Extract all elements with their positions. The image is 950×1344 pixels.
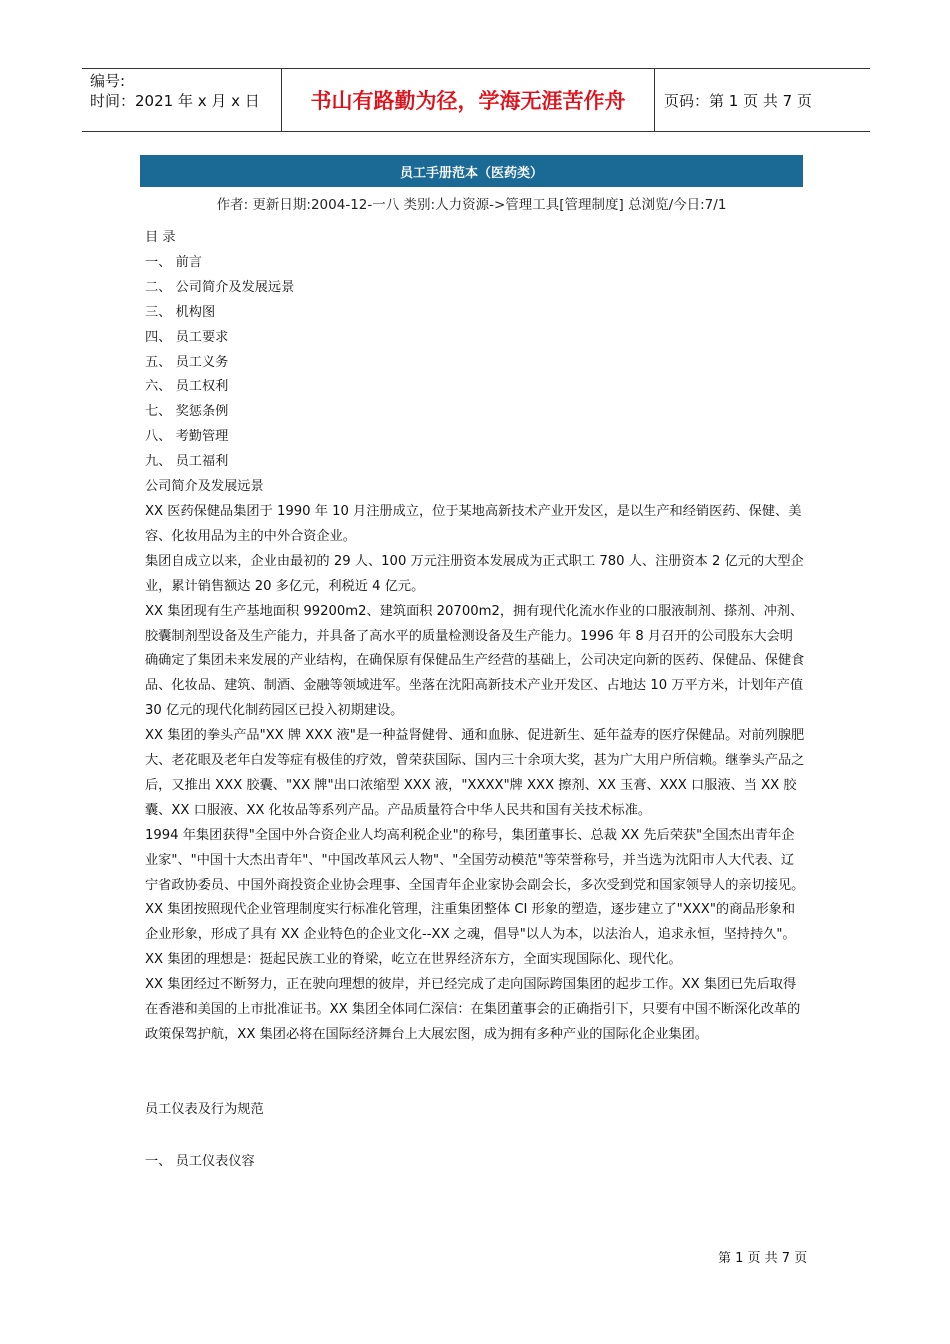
body-paragraph: 1994 年集团获得"全国中外合资企业人均高利税企业"的称号，集团董事长、总裁 XX 先后荣获"全国杰出青年企业家"、"中国十大杰出青年"、"中国改革风云人物"、"全国劳动模范"等荣誉称号，并当选为沈阳市人大代表、辽宁省政协委员、中国外商投资企业协会理事、全国青年企业家协会副会长，多次受到党和国家领导人的亲切接见。 [145, 827, 805, 893]
section2-subtitle: 一、 员工仪表仪容 [145, 1153, 255, 1169]
header-motto: 书山有路勤为径，学海无涯苦作舟 [281, 69, 655, 131]
toc-item: 六、 员工权利 [145, 379, 229, 395]
toc-item: 四、 员工要求 [145, 329, 229, 345]
header-page-number: 页码：第 1 页 共 7 页 [664, 91, 812, 110]
body-paragraph: XX 集团经过不断努力，正在驶向理想的彼岸，并已经完成了走向国际跨国集团的起步工作。XX 集团已先后取得在香港和美国的上市批准证书。XX 集团全体同仁深信：在集团董事会的正确指引下，只要有中国不断深化改革的政策保驾护航，XX 集团必将在国际经济舞台上大展宏图，成为拥有多种产业的国际化企业集团。 [145, 977, 801, 1042]
toc-item: 九、 员工福利 [145, 454, 229, 470]
body-paragraph: 集团自成立以来，企业由最初的 29 人、100 万元注册资本发展成为正式职工 780 人、注册资本 2 亿元的大型企业，累计销售额达 20 多亿元，利税近 4 亿元。 [145, 553, 804, 594]
footer-page-number: 第 1 页 共 7 页 [718, 1251, 808, 1266]
toc-item: 一、 前言 [145, 254, 202, 270]
body-paragraph: XX 集团的拳头产品"XX 牌 XXX 液"是一种益肾健骨、通和血脉、促进新生、延年益寿的医疗保健品。对前列腺肥大、老花眼及老年白发等症有极佳的疗效，曾荣获国际、国内三十余项大奖，甚为广大用户所信赖。继拳头产品之后，又推出 XXX 胶囊、"XX 牌"出口浓缩型 XXX 液，"XXXX"牌 XXX 擦剂、XX 玉膏、XXX 口服液、当 XX 胶囊、XX 口服液、XX 化妆品等系列产品。产品质量符合中华人民共和国有关技术标准。 [145, 728, 805, 818]
document-body [145, 226, 805, 1175]
toc-item: 二、 公司简介及发展远景 [145, 279, 295, 295]
meta-line: 作者: 更新日期:2004-12-一八 类别:人力资源->管理工具[管理制度] 总浏览/今日:7/1 [216, 197, 727, 213]
body-paragraph: XX 集团现有生产基地面积 99200m2、建筑面积 20700m2，拥有现代化流水作业的口服液制剂、搽剂、冲剂、胶囊制剂型设备及生产能力，并具备了高水平的质量检测设备及生产能力。1996 年 8 月召开的公司股东大会明确确定了集团未来发展的产业结构，在确保原有保健品生产经营的基础上，公司决定向新的医药、保健品、保健食品、化妆品、建筑、制酒、金融等领域进军。坐落在沈阳高新技术产业开发区、占地达 10 万平方米，计划年产值 30 亿元的现代化制药园区已投入初期建设。 [145, 603, 805, 719]
title-banner: 员工手册范本（医药类） [140, 155, 803, 187]
body-paragraph: XX 集团按照现代企业管理制度实行标准化管理，注重集团整体 CI 形象的塑造，逐步建立了"XXX"的商品形象和企业形象，形成了具有 XX 企业特色的企业文化--XX 之魂，倡导"以人为本，以法治人，追求永恒，坚持持久"。 XX 集团的理想是：挺起民族工业的脊梁，屹立在世界经济东方，全面实现国际化、现代化。 [145, 902, 796, 968]
doc-code-label: 编号: [90, 72, 126, 90]
toc-title: 目 录 [145, 230, 176, 245]
section-title: 公司简介及发展远景 [145, 479, 264, 495]
toc-item: 五、 员工义务 [145, 354, 229, 370]
body-paragraph: XX 医药保健品集团于 1990 年 10 月注册成立，位于某地高新技术产业开发区，是以生产和经销医药、保健、美容、化妆用品为主的中外合资企业。 [145, 503, 802, 544]
header-info [90, 71, 280, 111]
section2-title: 员工仪表及行为规范 [145, 1101, 264, 1117]
toc-item: 八、 考勤管理 [145, 429, 229, 445]
toc-item: 三、 机构图 [145, 304, 216, 320]
page-header [82, 68, 870, 132]
toc-item: 七、 奖惩条例 [145, 404, 229, 420]
doc-date-label: 时间：2021 年 x 月 x 日 [90, 92, 260, 110]
